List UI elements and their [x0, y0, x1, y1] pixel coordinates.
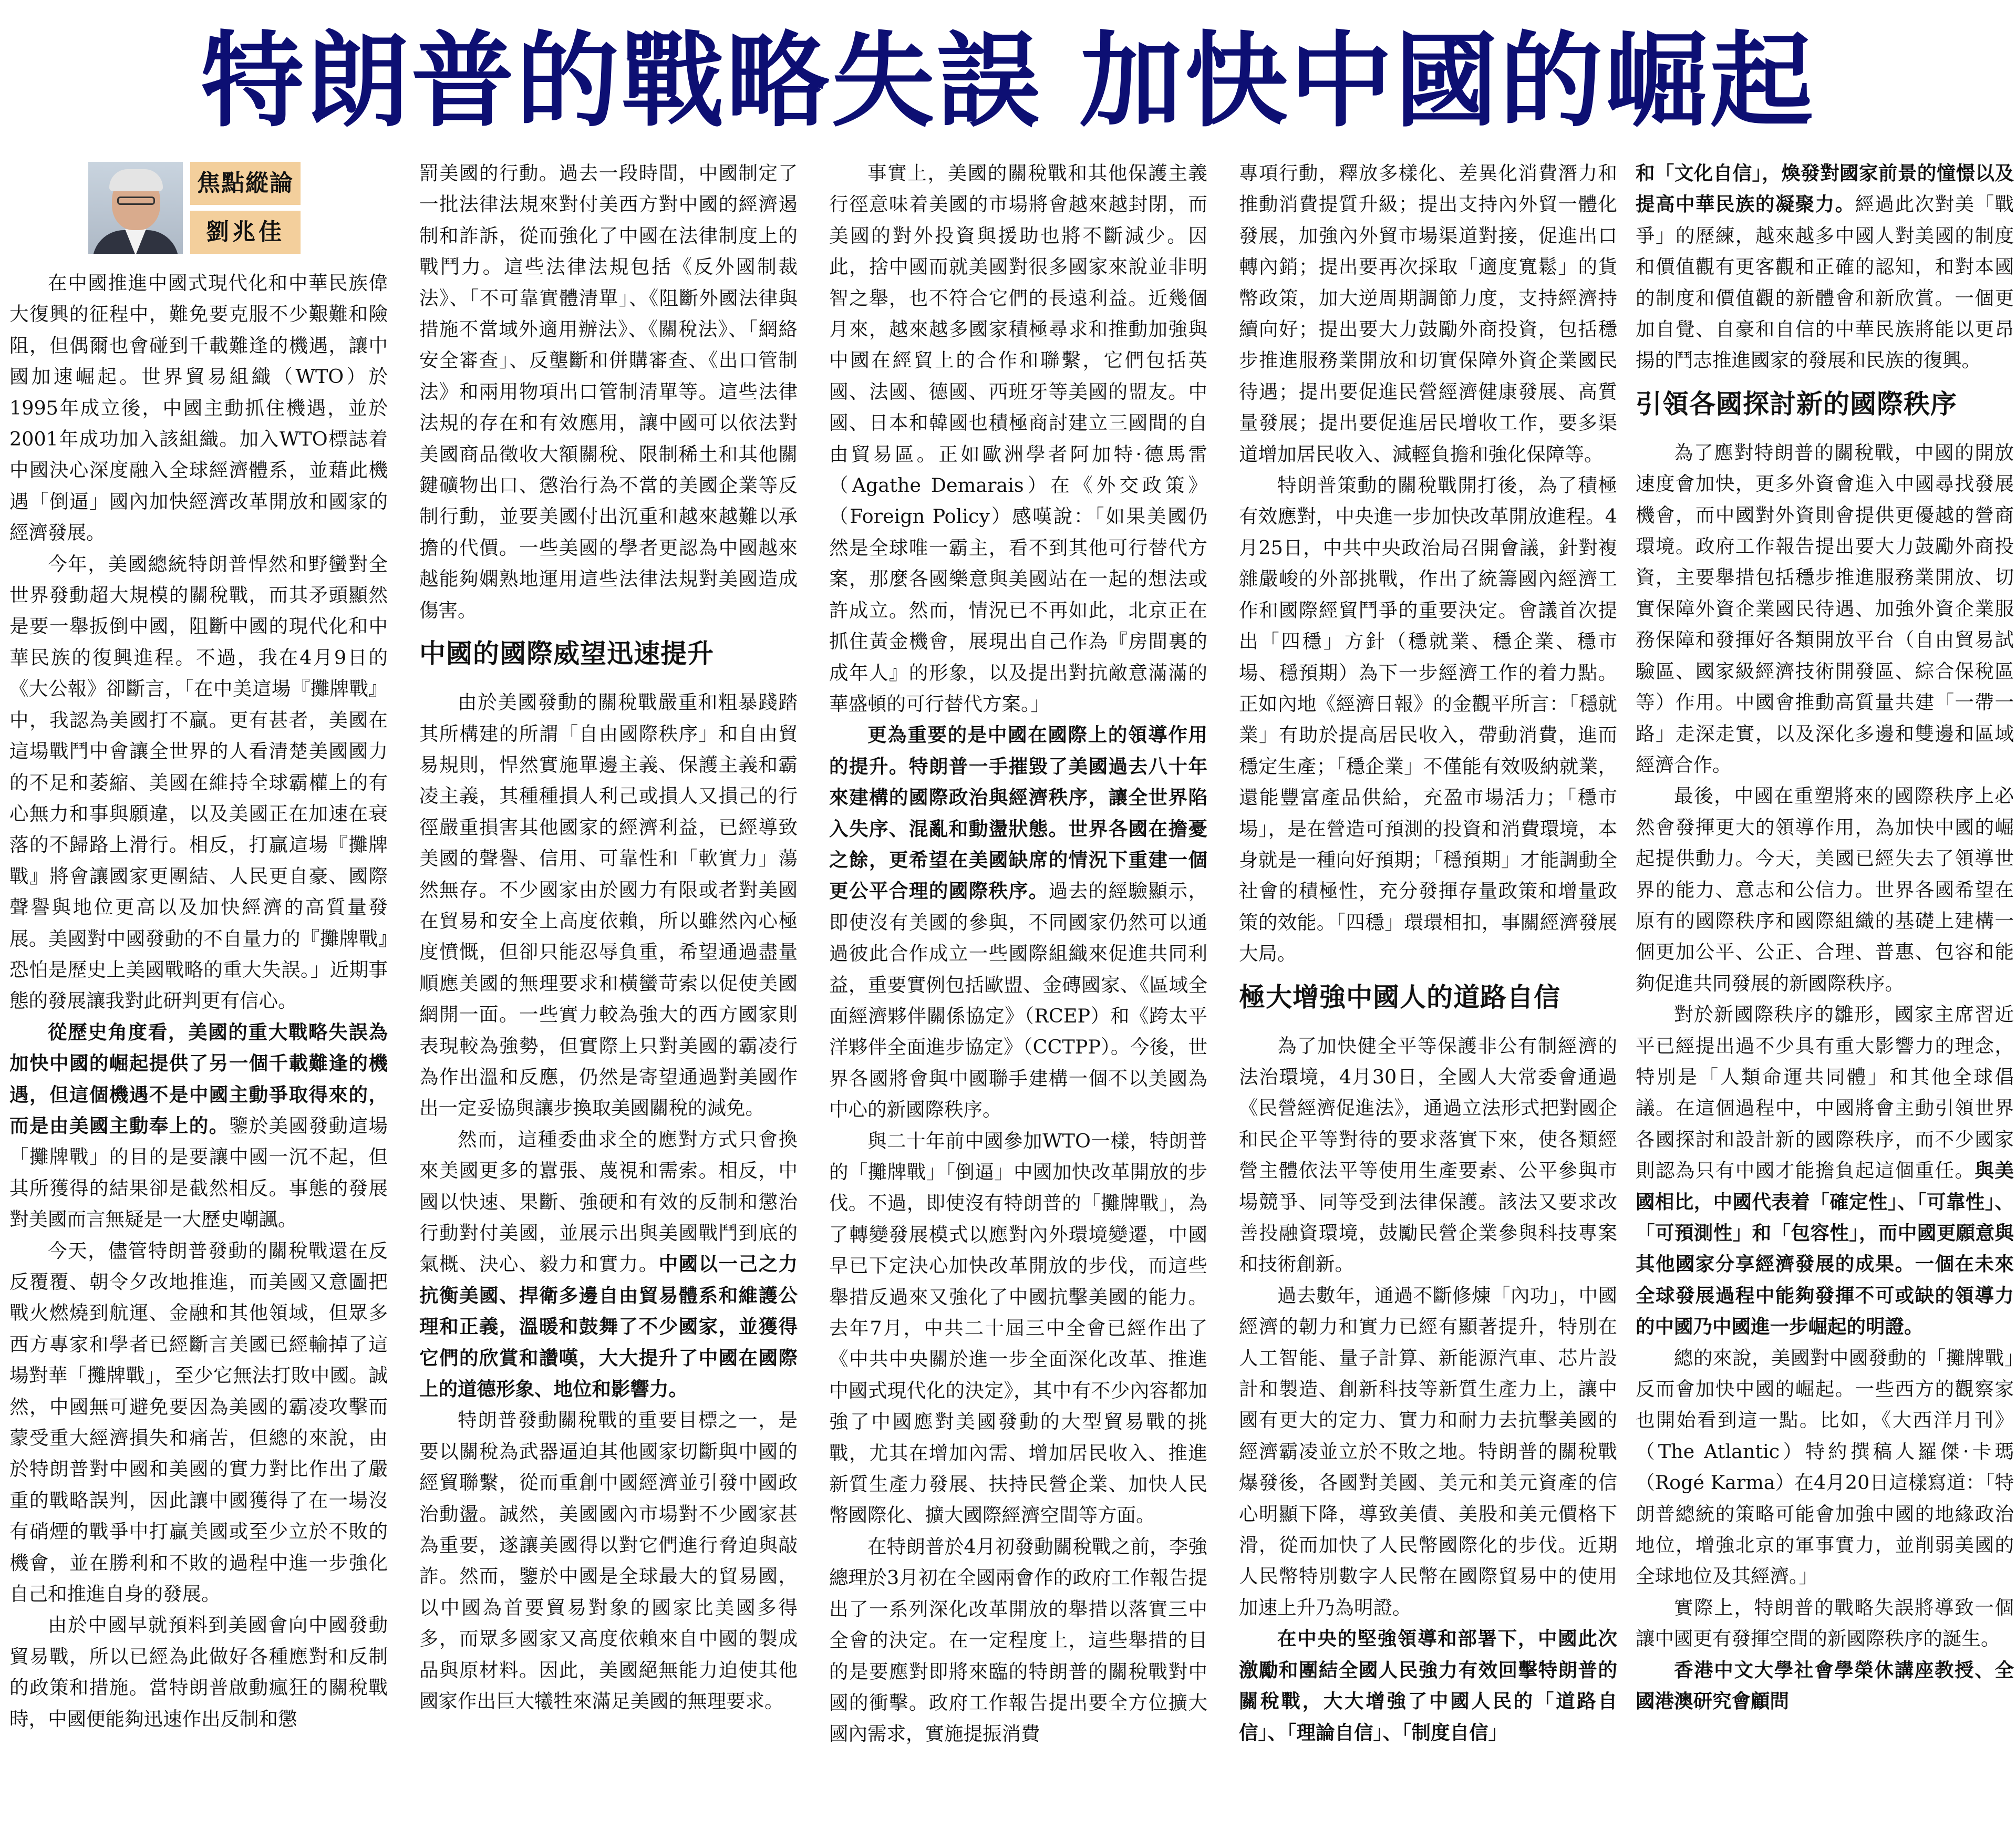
paragraph: 事實上，美國的關稅戰和其他保護主義行徑意味着美國的市場將會越來越封閉，而美國的對外投資與援助也將不斷減少。因此，捨中國而就美國對很多國家來說並非明智之舉，也不符合它們的長遠利益。近幾個月來，越來越多國家積極尋求和推動加強與中國在經貿上的合作和聯繫，它們包括英國、法國、德國、西班牙等美國的盟友。中國、日本和韓國也積極商討建立三國間的自由貿易區。正如歐洲學者阿加特·德馬雷（Agathe Demarais）在《外交政策》（Foreign Policy）感嘆說：「如果美國仍然是全球唯一霸主，看不到其他可行替代方案，那麼各國樂意與美國站在一起的想法或許成立。然而，情況已不再如此，北京正在抓住黃金機會，展現出自己作為『房間裏的成年人』的形象，以及提出對抗敵意滿滿的華盛頓的可行替代方案。」: [829, 162, 1207, 715]
article-body: [9, 158, 2014, 1831]
article-column-2: [419, 158, 798, 1831]
paragraph: 專項行動，釋放多樣化、差異化消費潛力和推動消費提質升級；提出支持內外貿一體化發展，加強內外貿市場渠道對接，促進出口轉內銷；提出要再次採取「適度寬鬆」的貨幣政策，加大逆周期調節力度，支持經濟持續向好；提出要大力鼓勵外商投資，包括穩步推進服務業開放和切實保障外資企業國民待遇；提出要促進民營經濟健康發展、高質量發展；提出要促進居民增收工作，要多渠道增加居民收入、減輕負擔和強化保障等。: [1239, 162, 1617, 466]
paragraph: 總的來說，美國對中國發動的「攤牌戰」反而會加快中國的崛起。一些西方的觀察家也開始看到這一點。比如，《大西洋月刊》（The Atlantic）特約撰稿人羅傑·卡瑪（Rogé Karma）在4月20日這樣寫道：「特朗普總統的策略可能會加強中國的地緣政治地位，增強北京的軍事實力，並削弱美國的全球地位及其經濟。」: [1636, 1346, 2014, 1588]
bold-text: 在中央的堅強領導和部署下，中國此次激勵和團結全國人民強力有效回擊特朗普的關稅戰，大大增強了中國人民的「道路自信」、「理論自信」、「制度自信」: [1239, 1627, 1617, 1744]
paragraph: 特朗普發動關稅戰的重要目標之一，是要以關稅為武器逼迫其他國家切斷與中國的經貿聯繫，從而重創中國經濟並引發中國政治動盪。誠然，美國國內市場對不少國家甚為重要，遂讓美國得以對它們進行脅迫與敲詐。然而，鑒於中國是全球最大的貿易國，以中國為首要貿易對象的國家比美國多得多，而眾多國家又高度依賴來自中國的製成品與原材料。因此，美國絕無能力迫使其他國家作出巨大犧牲來滿足美國的無理要求。: [419, 1409, 798, 1713]
paragraph: [1239, 1623, 1617, 1748]
author-labels: [190, 162, 301, 254]
paragraph-text: 鑒於美國發動這場「攤牌戰」的目的是要讓中國一沉不起，但其所獲得的結果卻是截然相反。事態的發展對美國而言無疑是一大歷史嘲諷。: [9, 1114, 388, 1231]
author-name: 劉兆佳: [190, 211, 301, 254]
paragraph: 由於美國發動的關稅戰嚴重和粗暴踐踏其所構建的所謂「自由國際秩序」和自由貿易規則，悍然實施單邊主義、保護主義和霸凌主義，其種種損人利己或損人又損己的行徑嚴重損害其他國家的經濟利益，已經導致美國的聲譽、信用、可靠性和「軟實力」蕩然無存。不少國家由於國力有限或者對美國在貿易和安全上高度依賴，所以雖然內心極度憤慨，但卻只能忍辱負重，希望通過盡量順應美國的無理要求和橫蠻苛索以促使美國網開一面。一些實力較為強大的西方國家則表現較為強勢，但實際上只對美國的霸凌行為作出溫和反應，仍然是寄望通過對美國作出一定妥協與讓步換取美國關稅的減免。: [419, 691, 798, 1120]
article-column-1: [9, 158, 388, 1831]
bold-text: 更為重要的是中國在國際上的領導作用的提升。特朗普一手摧毀了美國過去八十年來建構的國際政治與經濟秩序，讓全世界陷入失序、混亂和動盪狀態。世界各國在擔憂之餘，更希望在美國缺席的情況下重建一個更公平合理的國際秩序。: [829, 724, 1207, 903]
bold-text: 從歷史角度看，美國的重大戰略失誤為加快中國的崛起提供了另一個千載難逢的機遇，但這個機遇不是中國主動爭取得來的，而是由美國主動奉上的。: [9, 1020, 388, 1137]
paragraph: 在中國推進中國式現代化和中華民族偉大復興的征程中，難免要克服不少艱難和險阻，但偶爾也會碰到千載難逢的機遇，讓中國加速崛起。世界貿易組織（WTO）於1995年成立後，中國主動抓住機遇，並於2001年成功加入該組織。加入WTO標誌着中國決心深度融入全球經濟體系，並藉此機遇「倒逼」國內加快經濟改革開放和國家的經濟發展。: [9, 272, 388, 544]
paragraph: [9, 1017, 388, 1235]
article-column-5: [1636, 158, 2014, 1831]
paragraph-text: 對於新國際秩序的雛形，國家主席習近平已經提出過不少具有重大影響力的理念，特別是「人類命運共同體」和其他全球倡議。在這個過程中，中國將會主動引領世界各國探討和設計新的國際秩序，而不少國家則認為只有中國才能擔負起這個重任。: [1636, 1003, 2014, 1182]
paragraph: 與二十年前中國參加WTO一樣，特朗普的「攤牌戰」「倒逼」中國加快改革開放的步伐。不過，即使沒有特朗普的「攤牌戰」，為了轉變發展模式以應對內外環境變遷，中國早已下定決心加快改革開放的步伐，而這些舉措反過來又強化了中國抗擊美國的能力。去年7月，中共二十屆三中全會已經作出了《中共中央關於進一步全面深化改革、推進中國式現代化的決定》，其中有不少內容都加強了中國應對美國發動的大型貿易戰的挑戰，尤其在增加內需、增加居民收入、推進新質生產力發展、扶持民營企業、加快人民幣國際化、擴大國際經濟空間等方面。: [829, 1129, 1207, 1527]
paragraph: 為了加快健全平等保護非公有制經濟的法治環境，4月30日，全國人大常委會通過《民營經濟促進法》，通過立法形式把對國企和民企平等對待的要求落實下來，使各類經營主體依法平等使用生產要素、公平參與市場競爭、同等受到法律保護。該法又要求改善投融資環境，鼓勵民營企業參與科技專案和技術創新。: [1239, 1034, 1617, 1276]
author-byline: [1636, 1655, 2014, 1717]
paragraph: 為了應對特朗普的關稅戰，中國的開放速度會加快，更多外資會進入中國尋找發展機會，而中國對外資則會提供更優越的營商環境。政府工作報告提出要大力鼓勵外商投資，主要舉措包括穩步推進服務業開放、切實保障外資企業國民待遇、加強外資企業服務保障和發揮好各類開放平台（自由貿易試驗區、國家級經濟技術開發區、綜合保稅區等）作用。中國會推動高質量共建「一帶一路」走深走實，以及深化多邊和雙邊和區域經濟合作。: [1636, 441, 2014, 776]
paragraph: [1636, 999, 2014, 1342]
paragraph: 特朗普策動的關稅戰開打後，為了積極有效應對，中央進一步加快改革開放進程。4月25日，中共中央政治局召開會議，針對複雜嚴峻的外部挑戰，作出了統籌國內經濟工作和國際經貿鬥爭的重要決定。會議首次提出「四穩」方針（穩就業、穩企業、穩市場、穩預期）為下一步經濟工作的着力點。正如內地《經濟日報》的金觀平所言：「穩就業」有助於提高居民收入，帶動消費，進而穩定生產；「穩企業」不僅能有效吸納就業，還能豐富產品供給，充盈市場活力；「穩市場」，是在營造可預測的投資和消費環境，本身就是一種向好預期；「穩預期」才能調動全社會的積極性，充分發揮存量政策和增量政策的效能。「四穩」環環相扣，事關經濟發展大局。: [1239, 474, 1617, 965]
section-heading: 極大增強中國人的道路自信: [1239, 982, 1560, 1013]
column-name-label: 焦點縱論: [190, 162, 301, 205]
paragraph-text: 然而，這種委曲求全的應對方式只會換來美國更多的囂張、蔑視和需索。相反，中國以快速、果斷、強硬和有效的反制和懲治行動對付美國，並展示出與美國戰鬥到底的氣概、決心、毅力和實力。: [419, 1128, 798, 1276]
paragraph: [829, 719, 1207, 1125]
paragraph: 實際上，特朗普的戰略失誤將導致一個讓中國更有發揮空間的新國際秩序的誕生。: [1636, 1596, 2014, 1650]
paragraph: 罰美國的行動。過去一段時間，中國制定了一批法律法規來對付美西方對中國的經濟遏制和詐訴，從而強化了中國在法律制度上的戰鬥力。這些法律法規包括《反外國制裁法》、「不可靠實體清單」、《阻斷外國法律與措施不當域外適用辦法》、《關稅法》、「網絡安全審查」、反壟斷和併購審查、《出口管制法》和兩用物項出口管制清單等。這些法律法規的存在和有效應用，讓中國可以依法對美國商品徵收大額關稅、限制稀土和其他關鍵礦物出口、懲治行為不當的美國企業等反制行動，並要美國付出沉重和越來越難以承擔的代價。一些美國的學者更認為中國越來越能夠嫻熟地運用這些法律法規對美國造成傷害。: [419, 162, 798, 622]
paragraph: 今年，美國總統特朗普悍然和野蠻對全世界發動超大規模的關稅戰，而其矛頭顯然是要一舉扳倒中國，阻斷中國的現代化和中華民族的復興進程。不過，我在4月9日的《大公報》卻斷言，「在中美這場『攤牌戰』中，我認為美國打不贏。更有甚者，美國在這場戰鬥中會讓全世界的人看清楚美國國力的不足和萎縮、美國在維持全球霸權上的有心無力和事與願違，以及美國正在加速在衰落的不歸路上滑行。相反，打贏這場『攤牌戰』將會讓國家更團結、人民更自豪、國際聲譽與地位更高以及加快經濟的高質量發展。美國對中國發動的不自量力的『攤牌戰』恐怕是歷史上美國戰略的重大失誤。」近期事態的發展讓我對此研判更有信心。: [9, 552, 388, 1013]
section-heading: 引領各國探討新的國際秩序: [1636, 388, 1957, 419]
author-box: [88, 162, 388, 254]
paragraph: 在特朗普於4月初發動關稅戰之前，李強總理於3月初在全國兩會作的政府工作報告提出了一系列深化改革開放的舉措以落實三中全會的決定。在一定程度上，這些舉措的目的是要應對即將來臨的特朗普的關稅戰對中國的衝擊。政府工作報告提出要全方位擴大國內需求，實施提振消費: [829, 1535, 1207, 1745]
paragraph-text: 經過此次對美「戰爭」的歷練，越來越多中國人對美國的制度和價值觀有更客觀和正確的認知，和對本國的制度和價值觀的新體會和新欣賞。一個更加自覺、自豪和自信的中華民族將能以更昂揚的鬥志推進國家的發展和民族的復興。: [1636, 193, 2014, 372]
paragraph: [419, 1124, 798, 1405]
author-photo: [88, 162, 183, 254]
bold-text: 中國以一己之力抗衡美國、捍衛多邊自由貿易體系和維護公理和正義，溫暖和鼓舞了不少國家，並獲得它們的欣賞和讚嘆，大大提升了中國在國際上的道德形象、地位和影響力。: [419, 1253, 798, 1401]
bold-text: 香港中文大學社會學榮休講座教授、全國港澳研究會顧問: [1636, 1658, 2014, 1713]
article-column-3: [829, 158, 1207, 1831]
paragraph: 今天，儘管特朗普發動的關稅戰還在反反覆覆、朝令夕改地推進，而美國又意圖把戰火燃燒到航運、金融和其他領域，但眾多西方專家和學者已經斷言美國已經輸掉了這場對華「攤牌戰」，至少它無法打敗中國。誠然，中國無可避免要因為美國的霸凌攻擊而蒙受重大經濟損失和痛苦，但總的來說，由於特朗普對中國和美國的實力對比作出了嚴重的戰略誤判，因此讓中國獲得了在一場沒有硝煙的戰爭中打贏美國或至少立於不敗的機會，並在勝利和不敗的過程中進一步強化自己和推進自身的發展。: [9, 1239, 388, 1606]
article-column-4: [1239, 158, 1617, 1831]
bold-text: 和「文化自信」，煥發對國家前景的憧憬以及提高中華民族的凝聚力。: [1636, 162, 2014, 216]
paragraph: 過去數年，通過不斷修煉「內功」，中國經濟的韌力和實力已經有顯著提升，特別在人工智能、量子計算、新能源汽車、芯片設計和製造、創新科技等新質生產力上，讓中國有更大的定力、實力和耐力去抗擊美國的經濟霸凌並立於不敗之地。特朗普的關稅戰爆發後，各國對美國、美元和美元資產的信心明顯下降，導致美債、美股和美元價格下滑，從而加快了人民幣國際化的步伐。近期人民幣特別數字人民幣在國際貿易中的使用加速上升乃為明證。: [1239, 1284, 1617, 1619]
paragraph: [1636, 158, 2014, 376]
headline: 特朗普的戰略失誤 加快中國的崛起: [201, 22, 1815, 141]
paragraph: 最後，中國在重塑將來的國際秩序上必然會發揮更大的領導作用，為加快中國的崛起提供動力。今天，美國已經失去了領導世界的能力、意志和公信力。世界各國希望在原有的國際秩序和國際組織的基礎上建構一個更加公平、公正、合理、普惠、包容和能夠促進共同發展的新國際秩序。: [1636, 784, 2014, 995]
bold-text: 與美國相比，中國代表着「確定性」、「可靠性」、「可預測性」和「包容性」，而中國更願意與其他國家分享經濟發展的成果。一個在未來全球發展過程中能夠發揮不可或缺的領導力的中國乃中國進一步崛起的明證。: [1636, 1159, 2014, 1338]
section-heading: 中國的國際威望迅速提升: [419, 638, 714, 669]
paragraph-text: 過去的經驗顯示，即使沒有美國的參與，不同國家仍然可以通過彼此合作成立一些國際組織來促進共同利益，重要實例包括歐盟、金磚國家、《區域全面經濟夥伴關係協定》（RCEP）和《跨太平洋夥伴全面進步協定》（CCTPP）。今後，世界各國將會與中國聯手建構一個不以美國為中心的新國際秩序。: [829, 880, 1207, 1121]
paragraph: 由於中國早就預料到美國會向中國發動貿易戰，所以已經為此做好各種應對和反制的政策和措施。當特朗普啟動瘋狂的關稅戰時，中國便能夠迅速作出反制和懲: [9, 1614, 388, 1730]
